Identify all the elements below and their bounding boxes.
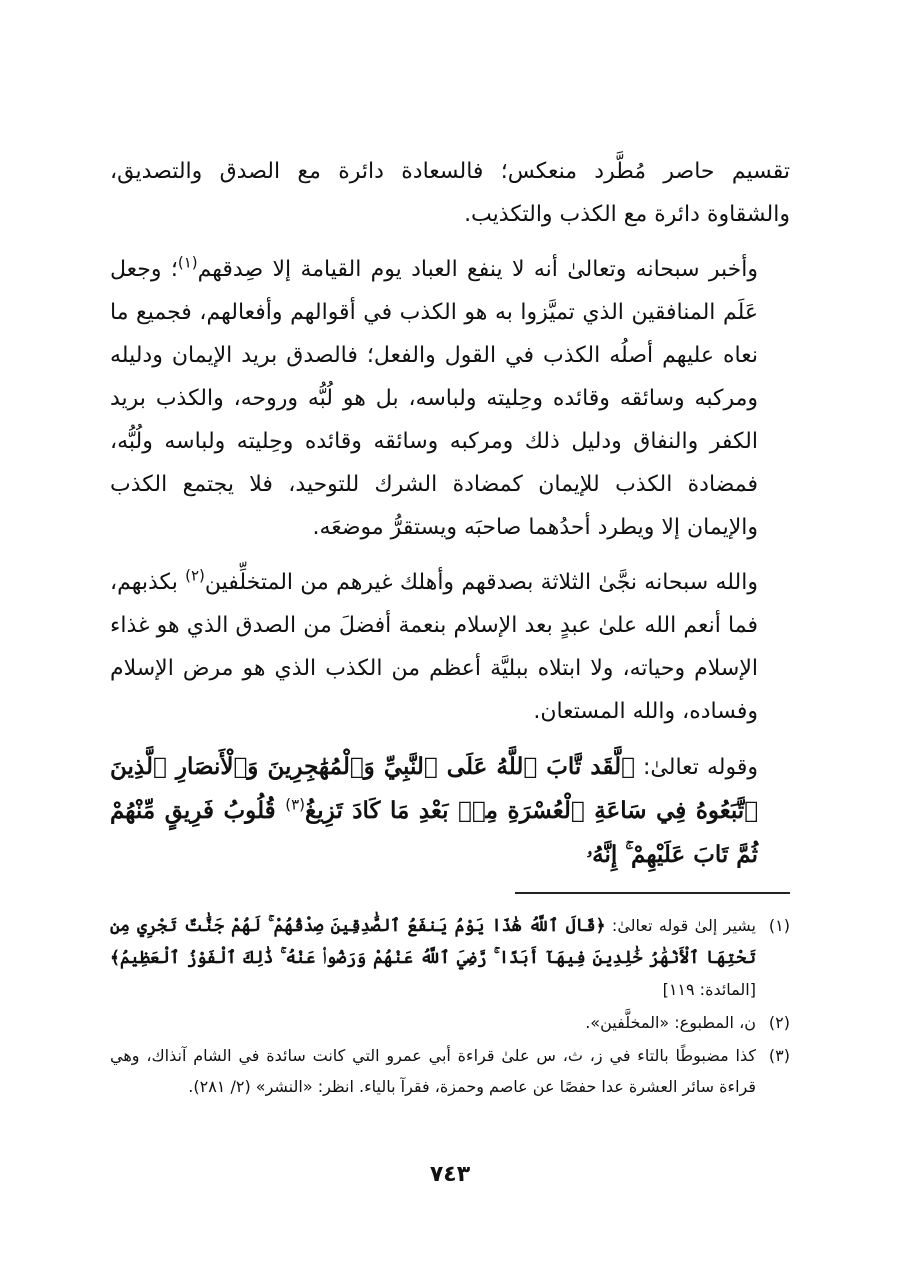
paragraph-1-text: تقسيم حاصر مُطَّرد منعكس؛ فالسعادة دائرة مع الصدق والتصديق، والشقاوة دائرة مع الكذب والتكذيب. xyxy=(110,159,790,227)
paragraph-3-rest: بكذبهم، فما أنعم الله علىٰ عبدٍ بعد الإسلام بنعمة أفضلَ من الصدق الذي هو غذاء الإسلام وحياته، ولا ابتلاه ببليَّة أعظم من الكذب الذي هو مرض الإسلام وفساده، والله المستعان. xyxy=(110,570,758,724)
footnote-1-citation: [المائدة: ١١٩] xyxy=(662,980,756,999)
footnote-text: كذا مضبوطًا بالتاء في ز، ث، س علىٰ قراءة أبي عمرو التي كانت سائدة في الشام آنذاك، وهي قراءة سائر العشرة عدا حفصًا عن عاصم وحمزة، فقرآ بالياء. انظر: «النشر» (٢/ ٢٨١). xyxy=(110,1046,756,1096)
footnote-text: ن، المطبوع: «المخلَّفين». xyxy=(585,1013,756,1032)
paragraph-4 xyxy=(110,745,790,877)
footnote-ref-2: (٢) xyxy=(185,566,205,585)
paragraph-2 xyxy=(110,248,790,549)
quran-verse-part-b: قُلُوبُ فَرِيقٍ مِّنْهُمْ ثُمَّ تَابَ عَلَيْهِمْ ۚ إِنَّهُۥ xyxy=(110,797,758,868)
paragraph-2-start: وأخبر سبحانه وتعالىٰ أنه لا ينفع العباد يوم القيامة إلا صِدقهم xyxy=(197,257,758,282)
footnote-1 xyxy=(110,910,790,1005)
footnote-number: (٢) xyxy=(768,1013,790,1032)
quran-verse-part-a: ﴿لَّقَد تَّابَ ٱللَّهُ عَلَى ٱلنَّبِيِّ وَٱلْمُهَٰجِرِينَ وَٱلْأَنصَارِ ٱلَّذِينَ ٱتَّبَعُوهُ فِي سَاعَةِ ٱلْعُسْرَةِ مِنۢ بَعْدِ مَا كَادَ تَزِيغُ xyxy=(110,753,758,824)
paragraph-4-intro: وقوله تعالىٰ: xyxy=(634,755,758,780)
paragraph-2-rest: ؛ وجعل عَلَم المنافقين الذي تميَّزوا به هو الكذب في أقوالهم وأفعالهم، فجميع ما نعاه عليهم أصلُه الكذب في القول والفعل؛ فالصدق بريد الإيمان ودليله ومركبه وسائقه وقائده وحِليته ولباسه، بل هو لُبُّه وروحه، والكذب بريد الكفر والنفاق ودليل ذلك ومركبه وسائقه وقائده وحِليته ولباسه ولُبُّه، فمضادة الكذب للإيمان كمضادة الشرك للتوحيد، فلا يجتمع الكذب والإيمان إلا ويطرد أحدُهما صاحبَه ويستقرُّ موضعَه. xyxy=(110,257,758,540)
footnote-3 xyxy=(110,1040,790,1102)
paragraph-1 xyxy=(110,150,790,236)
footnote-separator xyxy=(515,892,790,894)
main-text xyxy=(110,150,790,889)
footnote-number: (٣) xyxy=(768,1046,790,1065)
footnote-2 xyxy=(110,1007,790,1038)
paragraph-3 xyxy=(110,561,790,733)
footnote-1-lead: يشير إلىٰ قوله تعالىٰ: xyxy=(605,916,757,935)
page-number: ٧٤٣ xyxy=(429,1162,471,1187)
footnote-number: (١) xyxy=(768,916,790,935)
footnotes xyxy=(110,910,790,1104)
footnote-ref-3: (٣) xyxy=(285,795,306,814)
footnote-ref-1: (١) xyxy=(177,253,198,272)
footnote-1-verse: ﴿قَالَ ٱللَّهُ هَٰذَا يَوْمُ يَنفَعُ ٱلصَّٰدِقِينَ صِدْقُهُمْ ۚ لَهُمْ جَنَّٰتٌ تَجْرِي مِن تَحْتِهَا ٱلْأَنْهَٰرُ خَٰلِدِينَ فِيهَآ أَبَدًا ۚ رَّضِيَ ٱللَّهُ عَنْهُمْ وَرَضُوا۟ عَنْهُ ۚ ذَٰلِكَ ٱلْفَوْزُ ٱلْعَظِيمُ﴾ xyxy=(110,916,756,968)
footnote-text xyxy=(110,910,756,1005)
paragraph-3-start: والله سبحانه نجَّىٰ الثلاثة بصدقهم وأهلك غيرهم من المتخلِّفين xyxy=(204,570,758,595)
